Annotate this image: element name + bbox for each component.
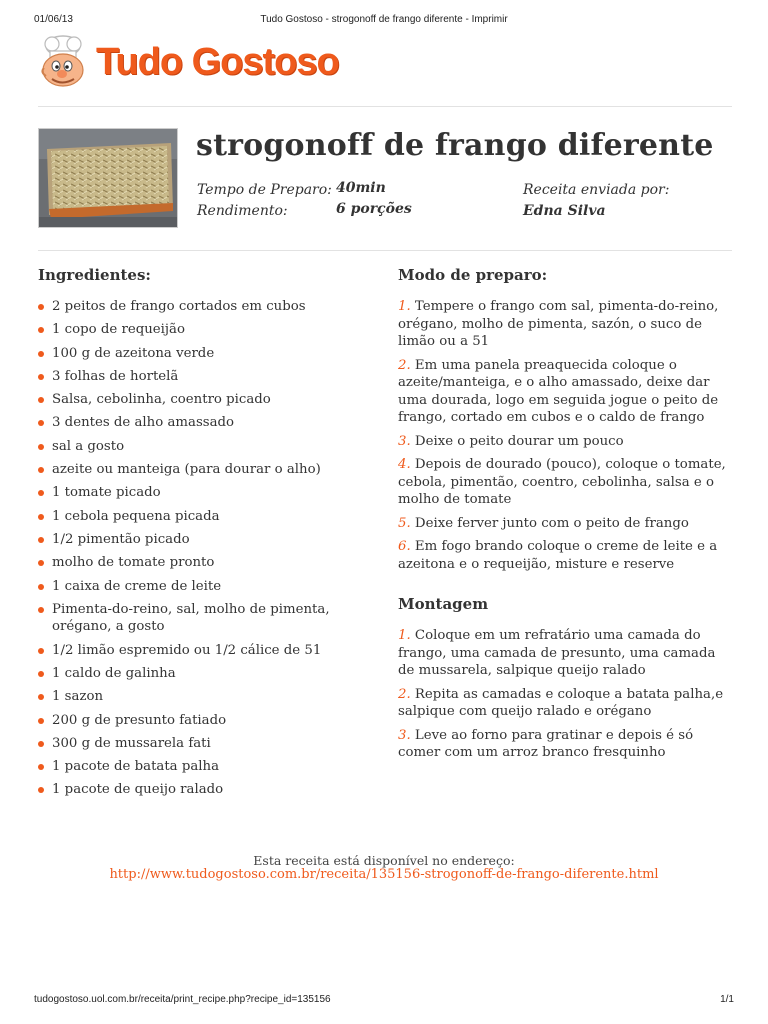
ingredient-text: 1/2 limão espremido ou 1/2 cálice de 51 <box>52 642 322 658</box>
assembly-step <box>398 727 728 762</box>
bullet-icon <box>38 764 44 770</box>
step-number: 1. <box>398 628 411 643</box>
ingredient-text: azeite ou manteiga (para dourar o alho) <box>52 462 321 478</box>
ingredient-item <box>38 321 358 339</box>
step-text: Deixe o peito dourar um pouco <box>414 433 624 449</box>
ingredient-text: sal a gosto <box>52 438 125 454</box>
print-page-number: 1/1 <box>720 994 734 1005</box>
ingredient-item <box>38 345 358 363</box>
step-number: 6. <box>398 539 411 554</box>
ingredient-item <box>38 781 358 799</box>
prep-time-label: Tempo de Preparo: <box>197 182 332 198</box>
bullet-icon <box>38 648 44 654</box>
ingredient-text: 1 sazon <box>52 689 104 705</box>
step-number: 4. <box>398 457 411 472</box>
ingredient-text: molho de tomate pronto <box>52 555 215 571</box>
ingredient-item <box>38 298 358 316</box>
source-url-link[interactable]: http://www.tudogostoso.com.br/receita/135156-strogonoff-de-frango-diferente.html <box>109 867 659 882</box>
recipe-title: strogonoff de frango diferente <box>196 128 714 163</box>
ingredient-item <box>38 758 358 776</box>
step-text: Repita as camadas e coloque a batata palha,e salpique com queijo ralado e orégano <box>398 686 724 719</box>
bullet-icon <box>38 351 44 357</box>
ingredient-item <box>38 368 358 386</box>
assembly-step <box>398 627 728 680</box>
step-number: 5. <box>398 515 411 531</box>
divider <box>38 106 732 107</box>
ingredient-text: 1 pacote de queijo ralado <box>52 782 224 798</box>
step-text: Em uma panela preaquecida coloque o azeite/manteiga, e o alho amassado, deixe dar uma dourada, logo em seguida jogue o peito de frango, cortado em cubos e o caldo de frango <box>398 357 719 425</box>
bullet-icon <box>38 420 44 426</box>
preparation-step <box>398 538 728 573</box>
bullet-icon <box>38 787 44 793</box>
ingredient-text: 200 g de presunto fatiado <box>52 712 227 728</box>
preparation-step <box>398 357 728 427</box>
preparation-section <box>398 266 728 768</box>
step-text: Tempere o frango com sal, pimenta-do-reino, orégano, molho de pimenta, sazón, o suco de limão ou a 51 <box>398 299 719 349</box>
preparation-step <box>398 515 728 533</box>
yield-label: Rendimento: <box>197 203 288 219</box>
bullet-icon <box>38 560 44 566</box>
divider <box>38 250 732 251</box>
step-number: 2. <box>398 686 411 702</box>
step-text: Leve ao forno para gratinar e depois é só comer com um arroz branco fresquinho <box>398 727 694 760</box>
ingredients-section <box>38 266 358 805</box>
recipe-photo <box>38 128 178 228</box>
bullet-icon <box>38 694 44 700</box>
preparation-steps <box>398 298 728 573</box>
step-number: 3. <box>398 727 411 743</box>
step-text: Coloque em um refratário uma camada do frango, uma camada de presunto, uma camada de mussarela, salpique queijo ralado <box>398 628 716 678</box>
ingredient-text: 1 tomate picado <box>52 485 161 501</box>
bullet-icon <box>38 514 44 520</box>
step-number: 1. <box>398 299 411 314</box>
preparation-step <box>398 298 728 351</box>
chef-mascot-icon <box>36 34 94 90</box>
ingredient-text: 1 caixa de creme de leite <box>52 578 222 594</box>
ingredient-item <box>38 554 358 572</box>
step-number: 3. <box>398 433 411 449</box>
ingredient-item <box>38 484 358 502</box>
bullet-icon <box>38 537 44 543</box>
prep-time-value: 40min <box>336 180 386 196</box>
print-date: 01/06/13 <box>34 14 73 25</box>
ingredient-text: 2 peitos de frango cortados em cubos <box>52 299 306 314</box>
bullet-icon <box>38 741 44 747</box>
bullet-icon <box>38 327 44 333</box>
ingredient-item <box>38 601 358 636</box>
bullet-icon <box>38 584 44 590</box>
bullet-icon <box>38 490 44 496</box>
ingredient-item <box>38 438 358 456</box>
ingredient-item <box>38 391 358 409</box>
assembly-steps <box>398 627 728 762</box>
preparation-step <box>398 456 728 509</box>
bullet-icon <box>38 467 44 473</box>
ingredient-item <box>38 642 358 660</box>
ingredient-text: 300 g de mussarela fati <box>52 735 211 751</box>
ingredient-text: 100 g de azeitona verde <box>52 345 215 361</box>
yield-value: 6 porções <box>336 201 412 217</box>
assembly-title: Montagem <box>398 595 489 613</box>
print-footer-url: tudogostoso.uol.com.br/receita/print_recipe.php?recipe_id=135156 <box>34 994 331 1005</box>
ingredient-item <box>38 665 358 683</box>
sent-by-value: Edna Silva <box>523 203 606 219</box>
bullet-icon <box>38 607 44 613</box>
ingredient-text: 1 pacote de batata palha <box>52 759 220 775</box>
ingredient-item <box>38 712 358 730</box>
ingredient-item <box>38 414 358 432</box>
ingredient-text: 1 cebola pequena picada <box>52 508 220 524</box>
assembly-section <box>398 595 728 762</box>
ingredient-text: 1/2 pimentão picado <box>52 531 190 547</box>
bullet-icon <box>38 397 44 403</box>
bullet-icon <box>38 374 44 380</box>
print-page-title: Tudo Gostoso - strogonoff de frango diferente - Imprimir <box>260 14 508 25</box>
step-text: Deixe ferver junto com o peito de frango <box>414 515 689 531</box>
preparation-title: Modo de preparo: <box>398 266 548 284</box>
ingredient-text: Salsa, cebolinha, coentro picado <box>52 392 271 408</box>
step-text: Depois de dourado (pouco), coloque o tomate, cebola, pimentão, coentro, cebolinha, salsa e o molho de tomate <box>398 457 726 507</box>
step-text: Em fogo brando coloque o creme de leite e a azeitona e o requeijão, misture e reserve <box>398 539 718 572</box>
ingredient-item <box>38 531 358 549</box>
step-number: 2. <box>398 357 411 373</box>
logo-text: Tudo Gostoso <box>96 40 339 83</box>
bullet-icon <box>38 718 44 724</box>
ingredient-item <box>38 735 358 753</box>
site-logo[interactable] <box>36 34 339 90</box>
ingredient-item <box>38 508 358 526</box>
ingredients-list <box>38 298 358 799</box>
preparation-step <box>398 433 728 451</box>
ingredient-item <box>38 688 358 706</box>
ingredient-item <box>38 461 358 479</box>
ingredients-title: Ingredientes: <box>38 266 151 284</box>
ingredient-text: 3 folhas de hortelã <box>52 368 179 384</box>
bullet-icon <box>38 671 44 677</box>
ingredient-item <box>38 578 358 596</box>
source-label: Esta receita está disponível no endereço: <box>253 853 515 868</box>
bullet-icon <box>38 304 44 310</box>
ingredient-text: 3 dentes de alho amassado <box>52 415 235 431</box>
assembly-step <box>398 686 728 721</box>
ingredient-text: 1 copo de requeijão <box>52 322 185 338</box>
bullet-icon <box>38 444 44 450</box>
ingredient-text: 1 caldo de galinha <box>52 665 176 681</box>
sent-by-label: Receita enviada por: <box>523 182 670 198</box>
ingredient-text: Pimenta-do-reino, sal, molho de pimenta, orégano, a gosto <box>52 601 330 635</box>
